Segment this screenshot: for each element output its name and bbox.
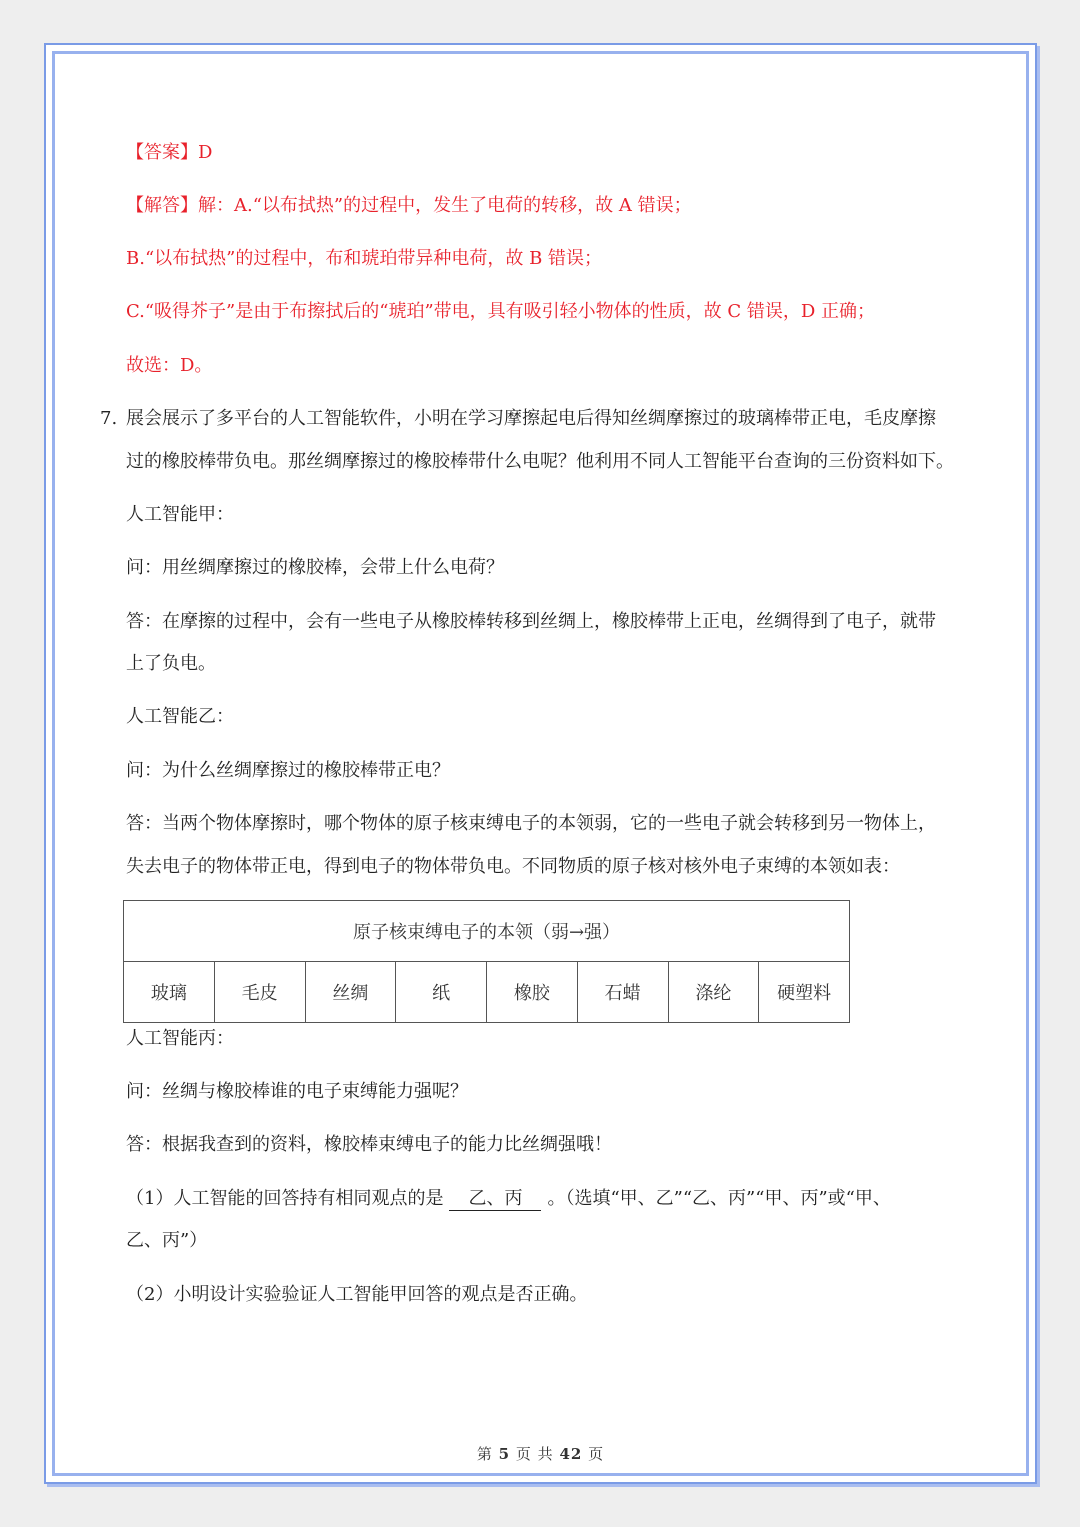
footer-suffix: 页 bbox=[588, 1445, 605, 1463]
sub-question-1-suffix: 。（选填“甲、乙”“乙、丙”“甲、丙”或“甲、 bbox=[547, 1188, 891, 1209]
ai-c-question: 问：丝绸与橡胶棒谁的电子束缚能力强呢？ bbox=[126, 1081, 468, 1102]
question-stem-line1: 展会展示了多平台的人工智能软件，小明在学习摩擦起电后得知丝绸摩擦过的玻璃棒带正电，毛皮摩擦 bbox=[126, 408, 936, 429]
explanation-line-a: 【解答】解：A.“以布拭热”的过程中，发生了电荷的转移，故 A 错误； bbox=[126, 195, 692, 216]
table-cell: 橡胶 bbox=[487, 962, 578, 1023]
answer-blank: 乙、丙 bbox=[449, 1188, 541, 1211]
ai-a-question: 问：用丝绸摩擦过的橡胶棒，会带上什么电荷？ bbox=[126, 557, 504, 578]
explanation-line-c: C.“吸得芥子”是由于布擦拭后的“琥珀”带电，具有吸引轻小物体的性质，故 C 错误，D 正确； bbox=[126, 301, 876, 322]
current-page-number: 5 bbox=[498, 1445, 511, 1463]
table-cell: 石蜡 bbox=[577, 962, 668, 1023]
question-stem-line2: 过的橡胶棒带负电。那丝绸摩擦过的橡胶棒带什么电呢？他利用不同人工智能平台查询的三份资料如下。 bbox=[126, 451, 954, 472]
ai-b-answer-line1: 答：当两个物体摩擦时，哪个物体的原子核束缚电子的本领弱，它的一些电子就会转移到另一物体上， bbox=[126, 813, 936, 834]
table-cell: 毛皮 bbox=[214, 962, 305, 1023]
table-cell: 玻璃 bbox=[124, 962, 215, 1023]
total-page-number: 42 bbox=[559, 1445, 583, 1463]
table-cell: 硬塑料 bbox=[759, 962, 850, 1023]
ai-c-answer: 答：根据我查到的资料，橡胶棒束缚电子的能力比丝绸强哦！ bbox=[126, 1134, 612, 1155]
ai-b-question: 问：为什么丝绸摩擦过的橡胶棒带正电？ bbox=[126, 760, 450, 781]
sub-question-1-prefix: （1）人工智能的回答持有相同观点的是 bbox=[126, 1188, 444, 1209]
question-number: 7. bbox=[100, 408, 118, 429]
ai-b-answer-line2: 失去电子的物体带正电，得到电子的物体带负电。不同物质的原子核对核外电子束缚的本领如表： bbox=[126, 856, 900, 877]
table-cell: 纸 bbox=[396, 962, 487, 1023]
ai-a-answer-line2: 上了负电。 bbox=[126, 653, 216, 674]
choose-line: 故选：D。 bbox=[126, 355, 213, 376]
table-header: 原子核束缚电子的本领（弱→强） bbox=[124, 901, 850, 962]
explanation-line-b: B.“以布拭热”的过程中，布和琥珀带异种电荷，故 B 错误； bbox=[126, 248, 603, 269]
ai-a-title: 人工智能甲： bbox=[126, 504, 234, 525]
footer-prefix: 第 bbox=[476, 1445, 493, 1463]
answer-line: 【答案】D bbox=[126, 142, 213, 163]
page-footer bbox=[46, 1443, 1035, 1464]
sub-question-1 bbox=[126, 1187, 891, 1211]
document-page bbox=[44, 43, 1037, 1484]
ai-c-title: 人工智能丙： bbox=[126, 1028, 234, 1049]
table-cell: 涤纶 bbox=[668, 962, 759, 1023]
footer-middle: 页 共 bbox=[515, 1445, 554, 1463]
sub-question-1-line2: 乙、丙”） bbox=[126, 1230, 208, 1251]
electron-binding-table bbox=[123, 900, 850, 1023]
ai-a-answer-line1: 答：在摩擦的过程中，会有一些电子从橡胶棒转移到丝绸上，橡胶棒带上正电，丝绸得到了电子，就带 bbox=[126, 611, 936, 632]
ai-b-title: 人工智能乙： bbox=[126, 706, 234, 727]
sub-question-2: （2）小明设计实验验证人工智能甲回答的观点是否正确。 bbox=[126, 1284, 588, 1305]
table-cell: 丝绸 bbox=[305, 962, 396, 1023]
